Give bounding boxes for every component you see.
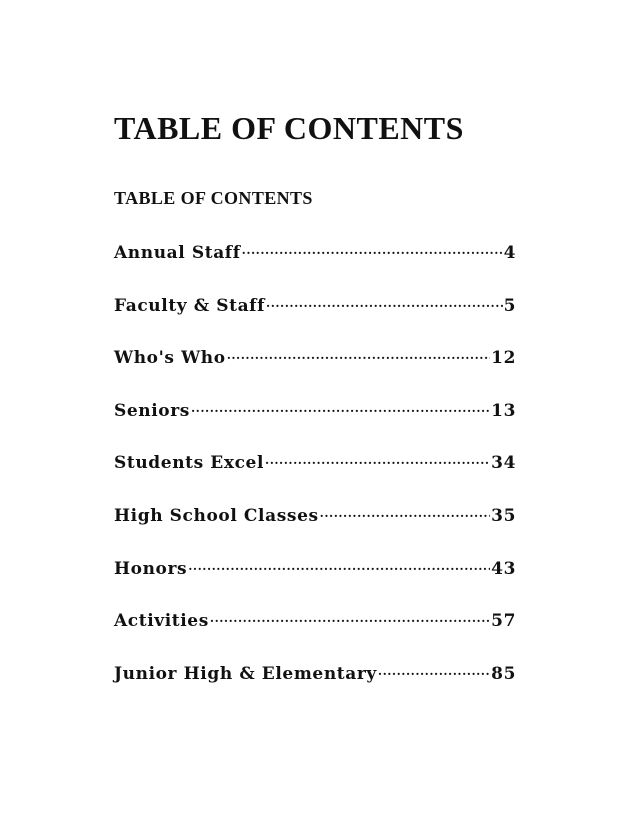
toc-entry-whos-who — [114, 343, 516, 369]
toc-entry-page: 13 — [491, 400, 516, 421]
toc-entry-label: High School Classes — [114, 505, 319, 526]
toc-entry-label: Seniors — [114, 400, 190, 421]
section-heading: TABLE OF CONTENTS — [114, 188, 313, 208]
toc-entry-label: Students Excel — [114, 453, 265, 474]
dot-leader — [188, 554, 490, 574]
dot-leader — [210, 606, 490, 626]
toc-entry-page: 43 — [491, 558, 516, 579]
page-title: TABLE OF CONTENTS — [114, 110, 464, 146]
toc-entry-seniors — [114, 396, 516, 422]
toc-entry-label: Junior High & Elementary — [114, 663, 377, 684]
toc-entry-annual-staff — [114, 238, 516, 264]
toc-entry-honors — [114, 554, 516, 580]
dot-leader — [320, 501, 490, 521]
dot-leader — [378, 659, 490, 679]
toc-entry-activities — [114, 606, 516, 632]
toc-entry-page: 35 — [491, 505, 516, 526]
dot-leader — [242, 238, 503, 258]
table-of-contents — [114, 238, 516, 711]
toc-entry-label: Honors — [114, 558, 188, 579]
toc-entry-page: 34 — [491, 453, 516, 474]
dot-leader — [265, 448, 490, 468]
dot-leader — [266, 291, 503, 311]
toc-entry-page: 85 — [491, 663, 516, 684]
toc-entry-label: Activities — [114, 611, 209, 632]
toc-entry-students-excel — [114, 448, 516, 474]
toc-entry-page: 57 — [491, 611, 516, 632]
toc-entry-high-school-classes — [114, 501, 516, 527]
toc-entry-label: Who's Who — [114, 348, 226, 369]
toc-entry-faculty-staff — [114, 291, 516, 317]
dot-leader — [227, 343, 490, 363]
dot-leader — [191, 396, 490, 416]
toc-entry-page: 4 — [503, 243, 516, 263]
toc-entry-page: 5 — [503, 295, 516, 316]
toc-entry-page: 12 — [491, 348, 516, 369]
toc-entry-junior-high-elementary — [114, 659, 516, 685]
toc-entry-label: Annual Staff — [114, 243, 241, 263]
toc-entry-label: Faculty & Staff — [114, 295, 266, 316]
